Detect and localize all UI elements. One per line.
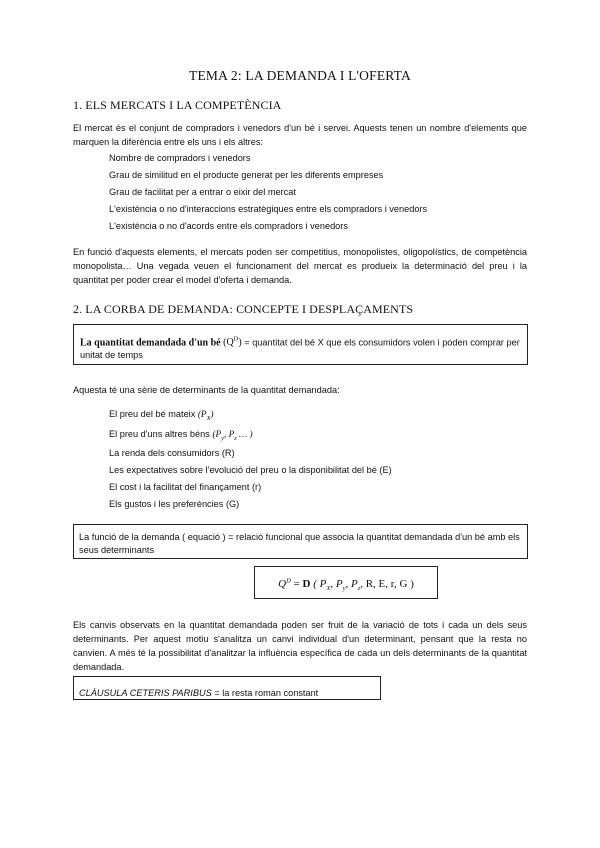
changes-paragraph: Els canvis observats en la quantitat demandada poden ser fruit de la variació de tots i cada un dels seus determinants. Per aquest motiu s'analitza un canvi individual d'un determinant, pensant que la resta no canvien. A més té la possibilitat d'analitzar la influència específica de cada un dels determinants de la quantitat demandada. <box>73 620 527 672</box>
determinant-item: Les expectatives sobre l'evolució del preu o la disponibilitat del bé (E) <box>109 465 392 475</box>
ceteris-text: la resta roman constant <box>219 688 319 698</box>
section-1-intro: El mercat és el conjunt de compradors i venedors d'un bé i servei. Aquests tenen un nombre d'elements que marquen la diferència entre els uns i els altres: <box>73 123 527 147</box>
function-definition: La funció de la demanda ( equació ) = relació funcional que associa la quantitat demandada d'un bé amb els seus determinants <box>79 532 520 555</box>
list-item: Nombre de compradors i venedors <box>109 153 251 163</box>
page-title: TEMA 2: LA DEMANDA I L'OFERTA <box>189 68 411 83</box>
equation-box <box>254 566 438 599</box>
demand-equation: $Q^D = D$ ( $P_X$, $P_y$, $P_z$, R, E, r, G ) <box>278 577 414 593</box>
definition-symbol: $(Q^D)$ <box>223 336 242 349</box>
function-box <box>73 524 528 559</box>
list-item: Grau de facilitat per a entrar o eixir del mercat <box>109 187 296 197</box>
determinants-intro: Aquesta té una sèrie de determinants de la quantitat demandada: <box>73 385 340 395</box>
section-2-heading: 2. LA CORBA DE DEMANDA: CONCEPTE I DESPLAÇAMENTS <box>73 302 414 316</box>
definition-text: = quantitat del bé X que els consumidors volen i poden comprar per unitat de temps <box>80 337 520 361</box>
section-1-closing: En funció d'aquests elements, el mercats poden ser competitius, monopolistes, oligopolístics, de competència monopolista… Una vegada veuen el funcionament del mercat es produeix la determinació del preu i la quantitat per poder crear el model d'oferta i demanda. <box>73 247 527 285</box>
determinant-item: El preu del bé mateix $(P_X)$ <box>109 409 214 422</box>
determinant-item: Els gustos i les preferències (G) <box>109 499 240 509</box>
section-1-heading: 1. ELS MERCATS I LA COMPETÈNCIA <box>73 98 282 112</box>
ceteris-paribus-box <box>73 676 381 700</box>
determinant-item: La renda dels consumidors (R) <box>109 448 235 458</box>
list-item: Grau de similitud en el producte generat per les diferents empreses <box>109 170 384 180</box>
determinant-item: El cost i la facilitat del finançament (r) <box>109 482 262 492</box>
determinant-item: El preu d'uns altres béns ($P_y$, $P_z$ … ) <box>109 429 253 442</box>
ceteris-label: CLÀUSULA CETERIS PARIBUS = <box>79 688 220 698</box>
definition-term: La quantitat demandada d'un bé <box>80 337 221 349</box>
list-item: L'existència o no d'interaccions estratègiques entre els compradors i venedors <box>109 204 428 214</box>
list-item: L'existència o no d'acords entre els compradors i venedors <box>109 221 348 231</box>
definition-box <box>73 324 528 365</box>
